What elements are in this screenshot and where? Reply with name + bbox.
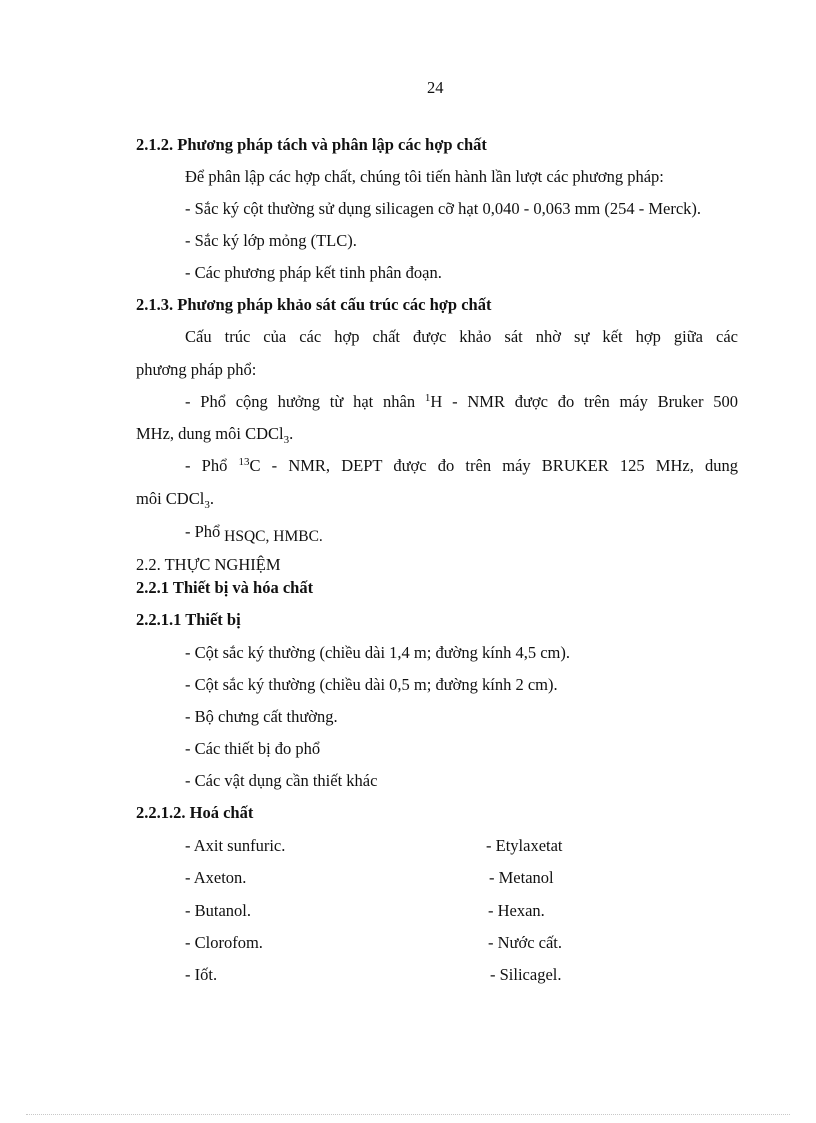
chemical-left: - Iốt. <box>185 965 218 984</box>
hnmr-post: H - NMR được đo trên máy Bruker 500 <box>430 392 739 411</box>
list-item: - Các thiết bị đo phổ <box>185 739 321 758</box>
list-item: - Các phương pháp kết tinh phân đoạn. <box>185 263 442 282</box>
hnmr-line <box>185 392 738 414</box>
list-item: - Các vật dụng cần thiết khác <box>185 771 378 790</box>
chemical-left: - Axit sunfuric. <box>185 836 286 855</box>
list-item: - Sắc ký lớp mỏng (TLC). <box>185 231 357 250</box>
hnmr-sup: 1 <box>424 392 431 404</box>
hnmr-line-cont <box>136 424 293 446</box>
section-heading-2-2-1-2: 2.2.1.2. Hoá chất <box>136 803 254 822</box>
chemical-left: - Axeton. <box>185 868 247 887</box>
cnmr-line2-pre: môi CDCl <box>136 489 205 508</box>
chemical-right: - Nước cất. <box>488 933 563 952</box>
hnmr-pre: - Phổ cộng hưởng từ hạt nhân <box>185 392 425 411</box>
chemical-left: - Clorofom. <box>185 933 263 952</box>
section-heading-2-1-2: 2.1.2. Phương pháp tách và phân lập các hợp chất <box>136 135 487 154</box>
hnmr-line2-post: . <box>289 424 294 443</box>
page-number: 24 <box>427 78 444 97</box>
page-bottom-divider <box>26 1114 790 1115</box>
paragraph-intro-2-1-3: Cấu trúc của các hợp chất được khảo sát nhờ sự kết hợp giữa các <box>185 327 738 346</box>
section-heading-2-2-1-1: 2.2.1.1 Thiết bị <box>136 610 241 629</box>
paragraph-intro-2-1-3-cont: phương pháp phổ: <box>136 360 257 379</box>
cnmr-sup: 13 <box>238 456 250 468</box>
chemical-right: - Etylaxetat <box>486 836 563 855</box>
section-heading-2-1-3: 2.1.3. Phương pháp khảo sát cấu trúc các hợp chất <box>136 295 492 314</box>
list-item: - Cột sắc ký thường (chiều dài 1,4 m; đường kính 4,5 cm). <box>185 643 570 662</box>
hsqc-rest: HSQC, HMBC. <box>220 528 323 545</box>
cnmr-pre: - Phổ <box>185 456 239 475</box>
hnmr-line2-pre: MHz, dung môi CDCl <box>136 424 284 443</box>
chemical-right: - Silicagel. <box>490 965 562 984</box>
list-item: - Cột sắc ký thường (chiều dài 0,5 m; đường kính 2 cm). <box>185 675 558 694</box>
cnmr-line2-post: . <box>209 489 214 508</box>
list-item: - Bộ chưng cất thường. <box>185 707 338 726</box>
chemical-left: - Butanol. <box>185 901 251 920</box>
chemical-right: - Metanol <box>489 868 554 887</box>
cnmr-line-cont <box>136 489 214 511</box>
hnmr-sub: 3 <box>283 434 290 446</box>
list-item: - Sắc ký cột thường sử dụng silicagen cỡ hạt 0,040 - 0,063 mm (254 - Merck). <box>185 199 702 218</box>
cnmr-post: C - NMR, DEPT được đo trên máy BRUKER 125 MHz, dung <box>249 456 739 475</box>
section-heading-2-2: 2.2. THỰC NGHIỆM <box>136 555 281 574</box>
chemical-right: - Hexan. <box>488 901 545 920</box>
hsqc-line <box>185 522 323 543</box>
section-heading-2-2-1: 2.2.1 Thiết bị và hóa chất <box>136 578 314 597</box>
hsqc-pre: - Phổ <box>185 522 221 541</box>
cnmr-line <box>185 456 738 478</box>
paragraph-intro-2-1-2: Để phân lập các hợp chất, chúng tôi tiến hành lần lượt các phương pháp: <box>185 167 664 186</box>
cnmr-sub: 3 <box>204 499 210 511</box>
